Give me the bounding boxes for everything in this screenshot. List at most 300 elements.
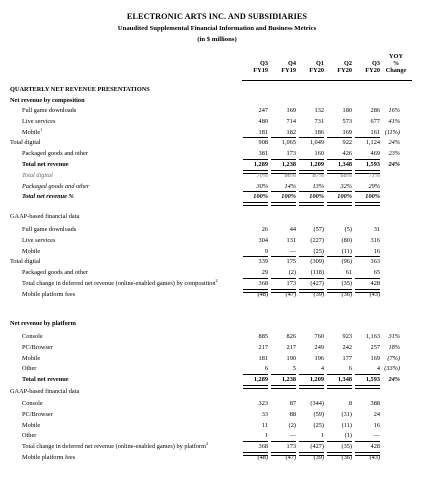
- value-cell: 1,289: [253, 376, 268, 384]
- column-quarter: Q3: [259, 60, 268, 67]
- row-label: [22, 277, 218, 287]
- row-label: [22, 237, 55, 244]
- value-cell: —: [373, 432, 380, 440]
- row-label-text: Full game downloads: [22, 107, 77, 114]
- value-cell: 65: [373, 269, 380, 277]
- underline: [271, 278, 296, 279]
- underline: [271, 374, 296, 375]
- value-cell: (2): [288, 269, 296, 277]
- value-cell: 1: [264, 432, 268, 440]
- underline: [243, 159, 268, 160]
- value-cell: 1,289: [253, 161, 268, 168]
- double-underline: [327, 385, 352, 389]
- table-row: [0, 161, 434, 171]
- underline: [243, 137, 268, 138]
- value-cell: (57): [313, 226, 324, 233]
- table-row: [0, 126, 434, 139]
- value-cell: —: [289, 432, 296, 440]
- value-cell: 428: [370, 280, 380, 287]
- value-cell: 480: [258, 117, 268, 125]
- value-cell: 217: [258, 343, 268, 351]
- report-units: (in $ millions): [197, 36, 237, 43]
- table-row: [0, 411, 434, 421]
- value-cell: 131: [286, 236, 296, 244]
- yoy-change-cell: 24%: [388, 376, 400, 384]
- column-header-3: [324, 60, 352, 74]
- double-underline: [299, 202, 324, 206]
- value-cell: (39): [313, 290, 324, 298]
- value-cell: 182: [286, 128, 296, 136]
- column-header-4: [352, 60, 380, 74]
- table-row: [0, 237, 434, 247]
- yoy-change-cell: 18%: [388, 343, 400, 351]
- yoy-header-line: Change: [385, 67, 407, 74]
- value-cell: 100%: [253, 193, 268, 201]
- row-label: [22, 226, 76, 233]
- underline: [327, 441, 352, 442]
- row-label-text: Total digital: [10, 139, 41, 147]
- row-label: [22, 422, 40, 429]
- yoy-change-cell: 41%: [388, 117, 400, 125]
- value-cell: 426: [342, 150, 352, 158]
- value-cell: 368: [258, 443, 268, 451]
- value-cell: (309): [310, 258, 324, 266]
- value-cell: 1,348: [337, 161, 352, 168]
- row-label: [22, 118, 55, 125]
- value-cell: 1,348: [337, 376, 352, 384]
- value-cell: 169: [342, 128, 352, 136]
- value-cell: 100%: [309, 193, 324, 201]
- value-cell: 32%: [340, 182, 352, 190]
- row-label: [22, 411, 53, 418]
- column-header-1: [268, 60, 296, 74]
- row-label: [22, 355, 40, 362]
- header-rule: [242, 80, 412, 81]
- value-cell: 44: [289, 226, 296, 233]
- double-underline: [299, 385, 324, 389]
- value-cell: 196: [314, 354, 324, 362]
- value-cell: (31): [341, 410, 352, 418]
- value-cell: (35): [341, 443, 352, 451]
- yoy-change-cell: (7%): [387, 354, 400, 362]
- value-cell: (427): [310, 443, 324, 451]
- value-cell: 13%: [312, 182, 324, 190]
- value-cell: 247: [258, 107, 268, 114]
- underline: [355, 278, 380, 279]
- gaap-label-composition: GAAP-based financial data: [10, 213, 80, 220]
- value-cell: 100%: [337, 193, 352, 201]
- value-cell: (118): [310, 269, 324, 277]
- table-row: [0, 454, 434, 464]
- value-cell: 8: [348, 400, 352, 407]
- value-cell: 181: [258, 128, 268, 136]
- footnote-marker: 1: [40, 126, 43, 132]
- row-label: [22, 269, 88, 276]
- table-row: [0, 422, 434, 432]
- value-cell: 1,593: [365, 376, 380, 384]
- subsection-composition: Net revenue by composition: [10, 97, 85, 104]
- value-cell: 26: [261, 226, 268, 233]
- value-cell: (35): [341, 280, 352, 287]
- value-cell: 316: [370, 236, 380, 244]
- value-cell: (47): [285, 290, 296, 298]
- value-cell: 132: [314, 107, 324, 114]
- value-cell: 14%: [284, 182, 296, 190]
- value-cell: 61: [345, 269, 352, 277]
- underline: [299, 441, 324, 442]
- value-cell: 160: [314, 150, 324, 158]
- column-header-yoy: [380, 53, 412, 74]
- row-label-text: Console: [22, 333, 43, 340]
- row-label-text: Total net revenue: [22, 376, 69, 384]
- value-cell: —: [289, 247, 296, 255]
- underline: [271, 441, 296, 442]
- underline: [355, 191, 380, 192]
- value-cell: 169: [370, 354, 380, 362]
- value-cell: 29: [261, 269, 268, 277]
- yoy-change-cell: 24%: [388, 139, 400, 147]
- yoy-change-cell: 16%: [388, 107, 400, 114]
- value-cell: (25): [313, 247, 324, 255]
- underline: [355, 374, 380, 375]
- value-cell: (25): [313, 421, 324, 429]
- value-cell: (96): [341, 258, 352, 266]
- value-cell: 4: [320, 365, 324, 373]
- row-label-text: Packaged goods and other: [22, 182, 90, 190]
- double-underline: [355, 385, 380, 389]
- column-fiscal-year: FY19: [253, 67, 268, 74]
- value-cell: 70%: [256, 171, 268, 179]
- underline: [299, 159, 324, 160]
- underline: [327, 278, 352, 279]
- double-underline: [243, 202, 268, 206]
- table-row: [0, 432, 434, 442]
- table-row: [0, 376, 434, 386]
- value-cell: 1,163: [365, 333, 380, 340]
- report-title: ELECTRONIC ARTS INC. AND SUBSIDIARIES: [126, 12, 308, 21]
- table-row: [0, 248, 434, 258]
- row-label: [22, 183, 89, 190]
- yoy-header-line: YOY: [389, 53, 403, 60]
- underline: [271, 137, 296, 138]
- row-label: [10, 139, 41, 146]
- value-cell: 469: [370, 150, 380, 158]
- value-cell: 24: [373, 410, 380, 418]
- row-label-text: Mobile platform fees: [22, 454, 76, 461]
- value-cell: 86%: [284, 171, 296, 179]
- value-cell: (36): [341, 290, 352, 298]
- row-label: [22, 248, 40, 255]
- value-cell: 1,209: [309, 376, 324, 384]
- underline: [327, 137, 352, 138]
- row-label: [22, 365, 36, 372]
- value-cell: 714: [286, 117, 296, 125]
- table-row: [0, 365, 434, 375]
- value-cell: 363: [370, 258, 380, 266]
- value-cell: 16: [373, 421, 380, 429]
- row-label-text: Full game downloads: [22, 226, 77, 233]
- value-cell: 190: [286, 354, 296, 362]
- value-cell: 29%: [368, 182, 380, 190]
- section-title-quarterly: QUARTERLY NET REVENUE PRESENTATIONS: [10, 86, 150, 93]
- table-row: [0, 443, 434, 453]
- table-row: [0, 400, 434, 410]
- column-fiscal-year: FY19: [281, 67, 296, 74]
- underline: [299, 191, 324, 192]
- value-cell: (48): [257, 290, 268, 298]
- row-label-text: Mobile: [22, 354, 41, 362]
- value-cell: 731: [314, 117, 324, 125]
- row-label: [22, 454, 75, 461]
- row-label: [22, 107, 76, 114]
- value-cell: 573: [342, 117, 352, 125]
- value-cell: 677: [370, 117, 380, 125]
- column-quarter: Q4: [287, 60, 296, 67]
- value-cell: 1,238: [281, 161, 296, 168]
- value-cell: 16: [373, 247, 380, 255]
- yoy-change-cell: 31%: [388, 333, 400, 340]
- value-cell: 33: [261, 410, 268, 418]
- value-cell: 186: [314, 128, 324, 136]
- value-cell: (47): [285, 454, 296, 461]
- footnote-marker: 2: [215, 277, 218, 283]
- row-label-text: Mobile: [22, 128, 41, 136]
- row-label-text: Console: [22, 400, 43, 407]
- row-label: [22, 172, 53, 179]
- value-cell: 173: [286, 280, 296, 287]
- value-cell: 71%: [368, 171, 380, 179]
- value-cell: (59): [313, 410, 324, 418]
- value-cell: 339: [258, 258, 268, 266]
- value-cell: (11): [341, 247, 352, 255]
- column-fiscal-year: FY20: [365, 67, 380, 74]
- row-label: [22, 193, 74, 200]
- value-cell: 257: [370, 343, 380, 351]
- row-label-text: Mobile: [22, 421, 41, 429]
- row-label-text: Other: [22, 432, 37, 440]
- value-cell: 885: [258, 333, 268, 340]
- value-cell: 173: [286, 443, 296, 451]
- value-cell: 175: [286, 258, 296, 266]
- column-fiscal-year: FY20: [337, 67, 352, 74]
- yoy-change-cell: (11%): [384, 128, 400, 136]
- row-label-text: Total digital: [22, 171, 53, 179]
- underline: [243, 374, 268, 375]
- underline: [243, 441, 268, 442]
- row-label-text: Mobile platform fees: [22, 290, 76, 298]
- value-cell: 388: [370, 400, 380, 407]
- double-underline: [271, 202, 296, 206]
- table-row: [0, 344, 434, 354]
- value-cell: 368: [258, 280, 268, 287]
- value-cell: 826: [286, 333, 296, 340]
- row-label: [22, 400, 43, 407]
- value-cell: (43): [369, 290, 380, 298]
- row-label-text: Mobile: [22, 247, 41, 255]
- value-cell: (43): [369, 454, 380, 461]
- row-label: [22, 150, 88, 157]
- value-cell: (5): [344, 226, 352, 233]
- row-label-text: Total net revenue: [22, 161, 69, 168]
- double-underline: [243, 385, 268, 389]
- underline: [327, 374, 352, 375]
- value-cell: (48): [257, 454, 268, 461]
- table-row: [0, 139, 434, 149]
- value-cell: 87%: [312, 171, 324, 179]
- value-cell: 169: [286, 107, 296, 114]
- value-cell: 4: [376, 365, 380, 373]
- value-cell: (1): [344, 432, 352, 440]
- row-label-text: Total change in deferred net revenue (online-enabled games) by platform: [22, 443, 207, 451]
- value-cell: 88: [289, 410, 296, 418]
- double-underline: [327, 202, 352, 206]
- value-cell: 428: [370, 443, 380, 451]
- value-cell: 87: [289, 400, 296, 407]
- underline: [327, 159, 352, 160]
- gaap-label-platform: GAAP-based financial data: [10, 388, 80, 395]
- underline: [271, 191, 296, 192]
- yoy-change-cell: 24%: [388, 161, 400, 168]
- row-label: [22, 126, 43, 136]
- value-cell: 6: [264, 365, 268, 373]
- row-label-text: Packaged goods and other: [22, 269, 88, 277]
- row-label: [22, 443, 208, 450]
- value-cell: 5: [292, 365, 296, 373]
- underline: [355, 159, 380, 160]
- value-cell: 100%: [281, 193, 296, 201]
- underline: [271, 256, 296, 257]
- value-cell: 908: [258, 139, 268, 147]
- value-cell: 381: [258, 150, 268, 158]
- row-label-text: Live services: [22, 236, 56, 244]
- underline: [355, 441, 380, 442]
- table-row: [0, 183, 434, 193]
- row-label-text: Live services: [22, 117, 56, 125]
- yoy-change-cell: (33%): [384, 365, 400, 373]
- value-cell: 31: [373, 226, 380, 233]
- table-row: [0, 150, 434, 160]
- table-row: [0, 355, 434, 365]
- row-label: [22, 291, 75, 298]
- value-cell: 1,049: [309, 139, 324, 147]
- value-cell: 68%: [340, 171, 352, 179]
- underline: [327, 191, 352, 192]
- column-header-0: [240, 60, 268, 74]
- value-cell: 1,209: [309, 161, 324, 168]
- value-cell: 922: [342, 139, 352, 147]
- table-row: [0, 172, 434, 182]
- value-cell: 161: [370, 128, 380, 136]
- table-row: [0, 291, 434, 301]
- value-cell: (36): [341, 454, 352, 461]
- footnote-marker: 2: [206, 441, 209, 447]
- value-cell: 9: [264, 247, 268, 255]
- row-label: [22, 432, 36, 439]
- row-label-text: PC/Browser: [22, 343, 53, 351]
- underline: [299, 374, 324, 375]
- underline: [299, 137, 324, 138]
- row-label-text: Total digital: [10, 258, 41, 266]
- value-cell: 173: [286, 150, 296, 158]
- column-header-2: [296, 60, 324, 74]
- column-quarter: Q3: [371, 60, 380, 67]
- report-subtitle: Unaudited Supplemental Financial Information and Business Metrics: [117, 25, 317, 32]
- value-cell: 323: [258, 400, 268, 407]
- row-label: [22, 333, 43, 340]
- value-cell: 249: [314, 343, 324, 351]
- table-row: [0, 226, 434, 236]
- double-underline: [355, 202, 380, 206]
- value-cell: 11: [261, 421, 268, 429]
- row-label: [22, 161, 69, 168]
- value-cell: 1: [320, 432, 324, 440]
- row-label-text: PC/Browser: [22, 410, 53, 418]
- column-quarter: Q2: [343, 60, 352, 67]
- row-label: [22, 376, 69, 383]
- underline: [299, 278, 324, 279]
- value-cell: 6: [348, 365, 352, 373]
- value-cell: 242: [342, 343, 352, 351]
- table-row: [0, 193, 434, 203]
- value-cell: 181: [258, 354, 268, 362]
- underline: [327, 256, 352, 257]
- row-label-text: Total change in deferred net revenue (online-enabled games) by composition: [22, 280, 216, 287]
- value-cell: 30%: [256, 182, 268, 190]
- row-label: [10, 258, 41, 265]
- column-fiscal-year: FY20: [309, 67, 324, 74]
- value-cell: 1,065: [281, 139, 296, 147]
- underline: [271, 159, 296, 160]
- row-label-text: Packaged goods and other: [22, 150, 88, 158]
- value-cell: (427): [310, 280, 324, 287]
- underline: [355, 137, 380, 138]
- underline: [243, 278, 268, 279]
- table-row: [0, 118, 434, 128]
- value-cell: 177: [342, 354, 352, 362]
- underline: [355, 256, 380, 257]
- underline: [299, 256, 324, 257]
- value-cell: (227): [310, 236, 324, 244]
- value-cell: 100%: [365, 193, 380, 201]
- row-label-text: Other: [22, 365, 37, 373]
- section-title-platform: Net revenue by platform: [10, 320, 76, 327]
- underline: [243, 191, 268, 192]
- value-cell: (80): [341, 236, 352, 244]
- value-cell: 1,124: [365, 139, 380, 147]
- underline: [243, 256, 268, 257]
- table-row: [0, 107, 434, 117]
- value-cell: 760: [314, 333, 324, 340]
- value-cell: 1,593: [365, 161, 380, 168]
- table-row: [0, 277, 434, 290]
- value-cell: (2): [288, 421, 296, 429]
- value-cell: 286: [370, 107, 380, 114]
- yoy-change-cell: 23%: [388, 150, 400, 158]
- yoy-header-line: %: [392, 60, 400, 67]
- value-cell: 217: [286, 343, 296, 351]
- value-cell: 923: [342, 333, 352, 340]
- table-row: [0, 258, 434, 268]
- column-quarter: Q1: [315, 60, 324, 67]
- double-underline: [271, 385, 296, 389]
- value-cell: (344): [310, 400, 324, 407]
- value-cell: 180: [342, 107, 352, 114]
- row-label-text: Total net revenue %: [22, 193, 74, 201]
- value-cell: 1,238: [281, 376, 296, 384]
- row-label: [22, 344, 53, 351]
- value-cell: (11): [341, 421, 352, 429]
- value-cell: (39): [313, 454, 324, 461]
